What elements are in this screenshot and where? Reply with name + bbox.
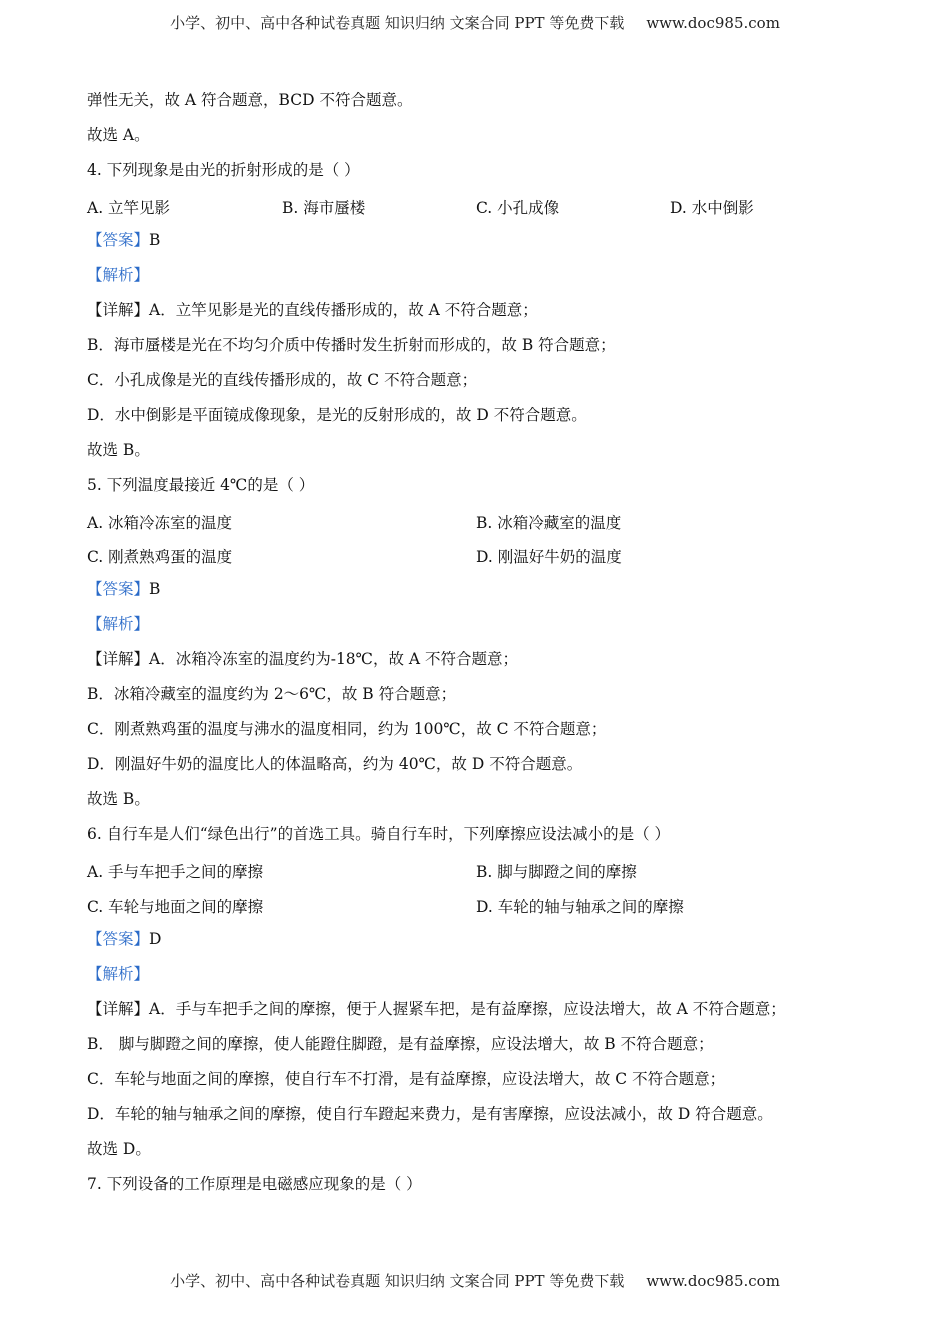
detail-text: A．冰箱冷冻室的温度约为-18℃，故 A 不符合题意； [149,650,519,668]
answer-tag: 【答案】 [87,231,150,249]
q6-stem: 6. 自行车是人们“绿色出行”的首选工具。骑自行车时，下列摩擦应设法减小的是（ ） [87,825,670,843]
q5-choice: 故选 B。 [87,790,150,808]
q4-detail-b: B．海市蜃楼是光在不均匀介质中传播时发生折射而形成的，故 B 符合题意； [87,336,616,354]
q4-stem: 4. 下列现象是由光的折射形成的是（ ） [87,161,360,179]
answer-value: B [149,231,161,249]
header-url[interactable]: www.doc985.com [646,14,780,32]
prev-answer-tail: 弹性无关，故 A 符合题意，BCD 不符合题意。 [87,91,413,109]
q6-detail-b: B． 脚与脚蹬之间的摩擦，使人能蹬住脚蹬，是有益摩擦，应设法增大，故 B 不符合题意； [87,1035,714,1053]
q4-answer [87,230,160,250]
detail-tag: 【详解】 [87,301,150,319]
q5-detail-d: D．刚温好牛奶的温度比人的体温略高，约为 40℃，故 D 不符合题意。 [87,755,583,773]
detail-text: A．立竿见影是光的直线传播形成的，故 A 不符合题意； [149,301,538,319]
q6-choice: 故选 D。 [87,1140,151,1158]
q6-detail-c: C．车轮与地面之间的摩擦，使自行车不打滑，是有益摩擦，应设法增大，故 C 不符合题意； [87,1070,726,1088]
q5-detail-c: C．刚煮熟鸡蛋的温度与沸水的温度相同，约为 100℃，故 C 不符合题意； [87,720,607,738]
answer-tag: 【答案】 [87,580,150,598]
q5-detail-a [87,649,518,669]
q6-option-d: D. 车轮的轴与轴承之间的摩擦 [476,898,684,916]
header-text: 小学、初中、高中各种试卷真题 知识归纳 文案合同 PPT 等免费下载 [170,14,625,32]
q5-option-a: A. 冰箱冷冻室的温度 [87,514,233,532]
q4-detail-d: D．水中倒影是平面镜成像现象，是光的反射形成的，故 D 不符合题意。 [87,406,587,424]
footer-url[interactable]: www.doc985.com [646,1272,780,1290]
answer-value: B [149,580,161,598]
q6-detail-a [87,999,786,1019]
q6-option-b: B. 脚与脚蹬之间的摩擦 [476,863,637,881]
detail-tag: 【详解】 [87,650,150,668]
q4-detail-a [87,300,538,320]
page-footer [0,1270,950,1291]
q6-detail-d: D．车轮的轴与轴承之间的摩擦，使自行车蹬起来费力，是有害摩擦，应设法减小，故 D 符合题意。 [87,1105,773,1123]
q5-option-b: B. 冰箱冷藏室的温度 [476,514,622,532]
q4-choice: 故选 B。 [87,441,150,459]
q4-detail-c: C．小孔成像是光的直线传播形成的，故 C 不符合题意； [87,371,478,389]
q4-option-b: B. 海市蜃楼 [282,199,366,217]
q5-analysis-tag: 【解析】 [87,615,150,633]
q6-option-c: C. 车轮与地面之间的摩擦 [87,898,264,916]
answer-value: D [149,930,162,948]
q6-option-a: A. 手与车把手之间的摩擦 [87,863,264,881]
q5-stem: 5. 下列温度最接近 4℃的是（ ） [87,476,315,494]
answer-tag: 【答案】 [87,930,150,948]
q5-option-d: D. 刚温好牛奶的温度 [476,548,622,566]
footer-text: 小学、初中、高中各种试卷真题 知识归纳 文案合同 PPT 等免费下载 [170,1272,625,1290]
q7-stem: 7. 下列设备的工作原理是电磁感应现象的是（ ） [87,1175,422,1193]
q5-detail-b: B．冰箱冷藏室的温度约为 2～6℃，故 B 符合题意； [87,685,457,703]
q5-option-c: C. 刚煮熟鸡蛋的温度 [87,548,233,566]
q5-answer [87,579,160,599]
detail-tag: 【详解】 [87,1000,150,1018]
q4-analysis-tag: 【解析】 [87,266,150,284]
q4-option-d: D. 水中倒影 [670,199,754,217]
prev-choice: 故选 A。 [87,126,150,144]
page-header [0,12,950,33]
q4-option-c: C. 小孔成像 [476,199,560,217]
q6-analysis-tag: 【解析】 [87,965,150,983]
detail-text: A．手与车把手之间的摩擦，便于人握紧车把，是有益摩擦，应设法增大，故 A 不符合题意； [149,1000,786,1018]
q4-option-a: A. 立竿见影 [87,199,171,217]
q6-answer [87,929,161,949]
